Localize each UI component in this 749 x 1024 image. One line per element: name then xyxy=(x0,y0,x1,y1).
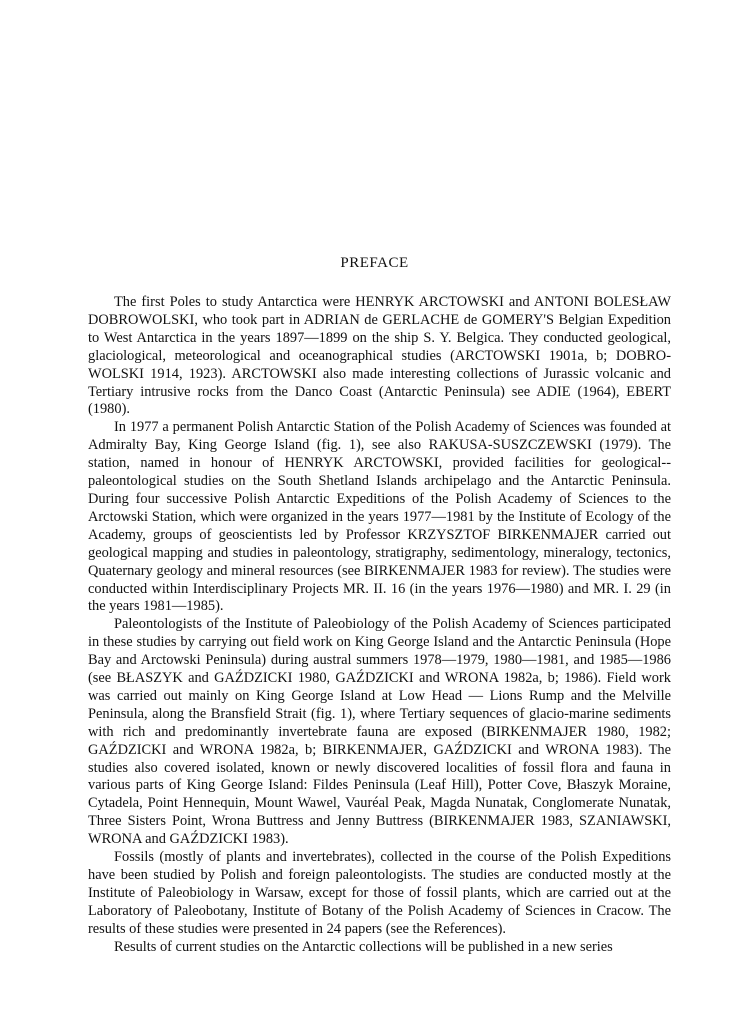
paragraph-1: The first Poles to study Antarctica were HENRYK ARCTOWSKI and ANTONI BOLESŁAW DOBROWOLSKI, who took part in ADRIAN de GERLACHE de GOMERY'S Belgian Expedition to West Antarctica in the years 1897—1899 on the ship S. Y. Belgica. They conducted geological, glaciological, meteorological and oceanographical studies (ARCTOWSKI 1901a, b; DOBRO-WOLSKI 1914, 1923). ARCTOWSKI also made interesting collections of Jurassic volcanic and Tertiary intrusive rocks from the Danco Coast (Antarctic Peninsula) see ADIE (1964), EBERT (1980). xyxy=(88,294,671,418)
paragraph-2: In 1977 a permanent Polish Antarctic Station of the Polish Academy of Sciences was founded at Admiralty Bay, King George Island (fig. 1), see also RAKUSA-SUSZCZEWSKI (1979). The station, named in honour of HENRYK ARCTOWSKI, provided facilities for geological--paleontological studies on the South Shetland Islands archipelago and the Antarctic Peninsula. During four successive Polish Antarctic Expeditions of the Polish Academy of Sciences to the Arctowski Station, which were organized in the years 1977—1981 by the Institute of Ecology of the Academy, groups of geoscientists led by Professor KRZYSZTOF BIRKENMAJER carried out geological mapping and studies in paleontology, stratigraphy, sedimentology, mineralogy, tectonics, Quaternary geology and mineral resources (see BIRKENMAJER 1983 for review). The studies were conducted within Interdisciplinary Projects MR. II. 16 (in the years 1976—1980) and MR. I. 29 (in the years 1981—1985). xyxy=(88,419,671,615)
preface-body xyxy=(88,294,671,957)
paragraph-3: Paleontologists of the Institute of Paleobiology of the Polish Academy of Sciences participated in these studies by carrying out field work on King George Island and the Antarctic Peninsula (Hope Bay and Arctowski Peninsula) during austral summers 1978—1979, 1980—1981, and 1985—1986 (see BŁASZYK and GAŹDZICKI 1980, GAŹDZICKI and WRONA 1982a, b; 1986). Field work was carried out mainly on King George Island at Low Head — Lions Rump and the Melville Peninsula, along the Bransfield Strait (fig. 1), where Tertiary sequences of glacio-marine sediments with rich and predominantly invertebrate fauna are exposed (BIRKENMAJER 1980, 1982; GAŹDZICKI and WRONA 1982a, b; BIRKENMAJER, GAŹDZICKI and WRONA 1983). The studies also covered isolated, known or newly discovered localities of fossil flora and fauna in various parts of King George Island: Fildes Peninsula (Leaf Hill), Potter Cove, Błaszyk Moraine, Cytadela, Point Hennequin, Mount Wawel, Vauréal Peak, Magda Nunatak, Conglomerate Nunatak, Three Sisters Point, Wrona Buttress and Jenny Buttress (BIRKENMAJER 1983, SZANIAWSKI, WRONA and GAŹDZICKI 1983). xyxy=(88,616,671,848)
paragraph-5: Results of current studies on the Antarctic collections will be published in a new series xyxy=(114,938,613,955)
page-title: PREFACE xyxy=(340,255,409,271)
paragraph-4: Fossils (mostly of plants and invertebrates), collected in the course of the Polish Expeditions have been studied by Polish and foreign paleontologists. The studies are conducted mostly at the Institute of Paleobiology in Warsaw, except for those of fossil plants, which are carried out at the Laboratory of Paleobotany, Institute of Botany of the Polish Academy of Sciences in Cracow. The results of these studies were presented in 24 papers (see the References). xyxy=(88,849,671,937)
